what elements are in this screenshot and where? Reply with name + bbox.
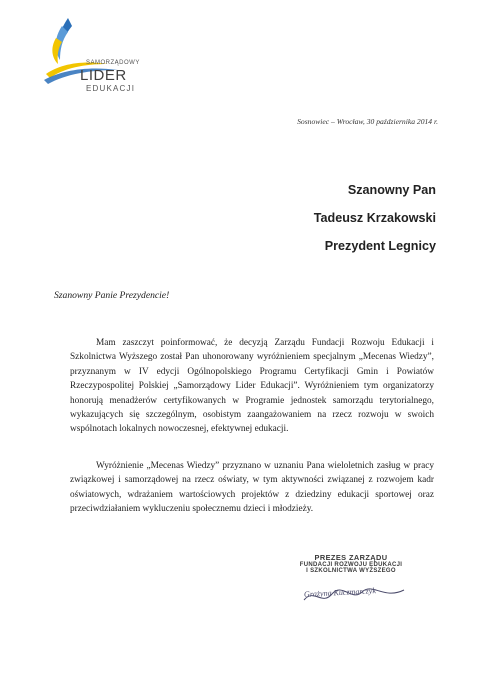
paragraph-2-text: Wyróżnienie „Mecenas Wiedzy” przyznano w uznaniu Pana wieloletnich zasług w pracy związkowej i samorządowej na rzecz oświaty, w tym aktywności związanej z rozwojem kadr oświatowych, wdrażaniem wartościowych projektów z dziedziny edukacji sportowej oraz przeciwdziałaniem wykluczeniu społecznemu dzieci i młodzieży. xyxy=(70,461,434,515)
stamp-title: PREZES ZARZĄDU xyxy=(314,553,388,562)
salutation: Szanowny Panie Prezydencie! xyxy=(54,290,170,301)
samorzadowy-lider-edukacji-logo xyxy=(38,16,138,92)
place-date: Sosnowiec – Wrocław, 30 października 2014 r. xyxy=(297,117,438,126)
logo-top-text: SAMORZĄDOWY xyxy=(86,60,140,66)
logo-main-text: LIDER xyxy=(80,67,127,84)
stamp-org-line-2: I SZKOLNICTWA WYŻSZEGO xyxy=(306,568,396,574)
addressee-block xyxy=(314,176,436,260)
addressee-line-1: Szanowny Pan xyxy=(347,183,436,197)
handwritten-signature: Grażyna Kuczmarczyk xyxy=(303,586,377,599)
official-stamp xyxy=(286,553,416,574)
letter-paragraph-2 xyxy=(70,459,434,517)
addressee-title: Prezydent Legnicy xyxy=(324,239,436,253)
logo-sub-text: EDUKACJI xyxy=(86,84,136,93)
paragraph-1-text: Mam zaszczyt poinformować, że decyzją Zarządu Fundacji Rozwoju Edukacji i Szkolnictwa Wyższego został Pan uhonorowany wyróżnieniem specjalnym „Mecenas Wiedzy”, przyznanym w IV edycji Ogólnopolskiego Programu Certyfikacji Gmin i Powiatów Rzeczypospolitej Polskiej „Samorządowy Lider Edukacji”. Wyróżnieniem tym organizatorzy honorują menadżerów certyfikowanych w Programie jednostek samorządu terytorialnego, wykazujących się szczególnym, osobistym zaangażowaniem na rzecz rozwoju w swoich wspólnotach lokalnych nowoczesnej, efektywnej edukacji. xyxy=(70,338,434,435)
letter-paragraph-1 xyxy=(70,336,434,437)
addressee-name: Tadeusz Krzakowski xyxy=(313,211,436,225)
stamp-org-line-1: FUNDACJI ROZWOJU EDUKACJI xyxy=(299,562,403,568)
